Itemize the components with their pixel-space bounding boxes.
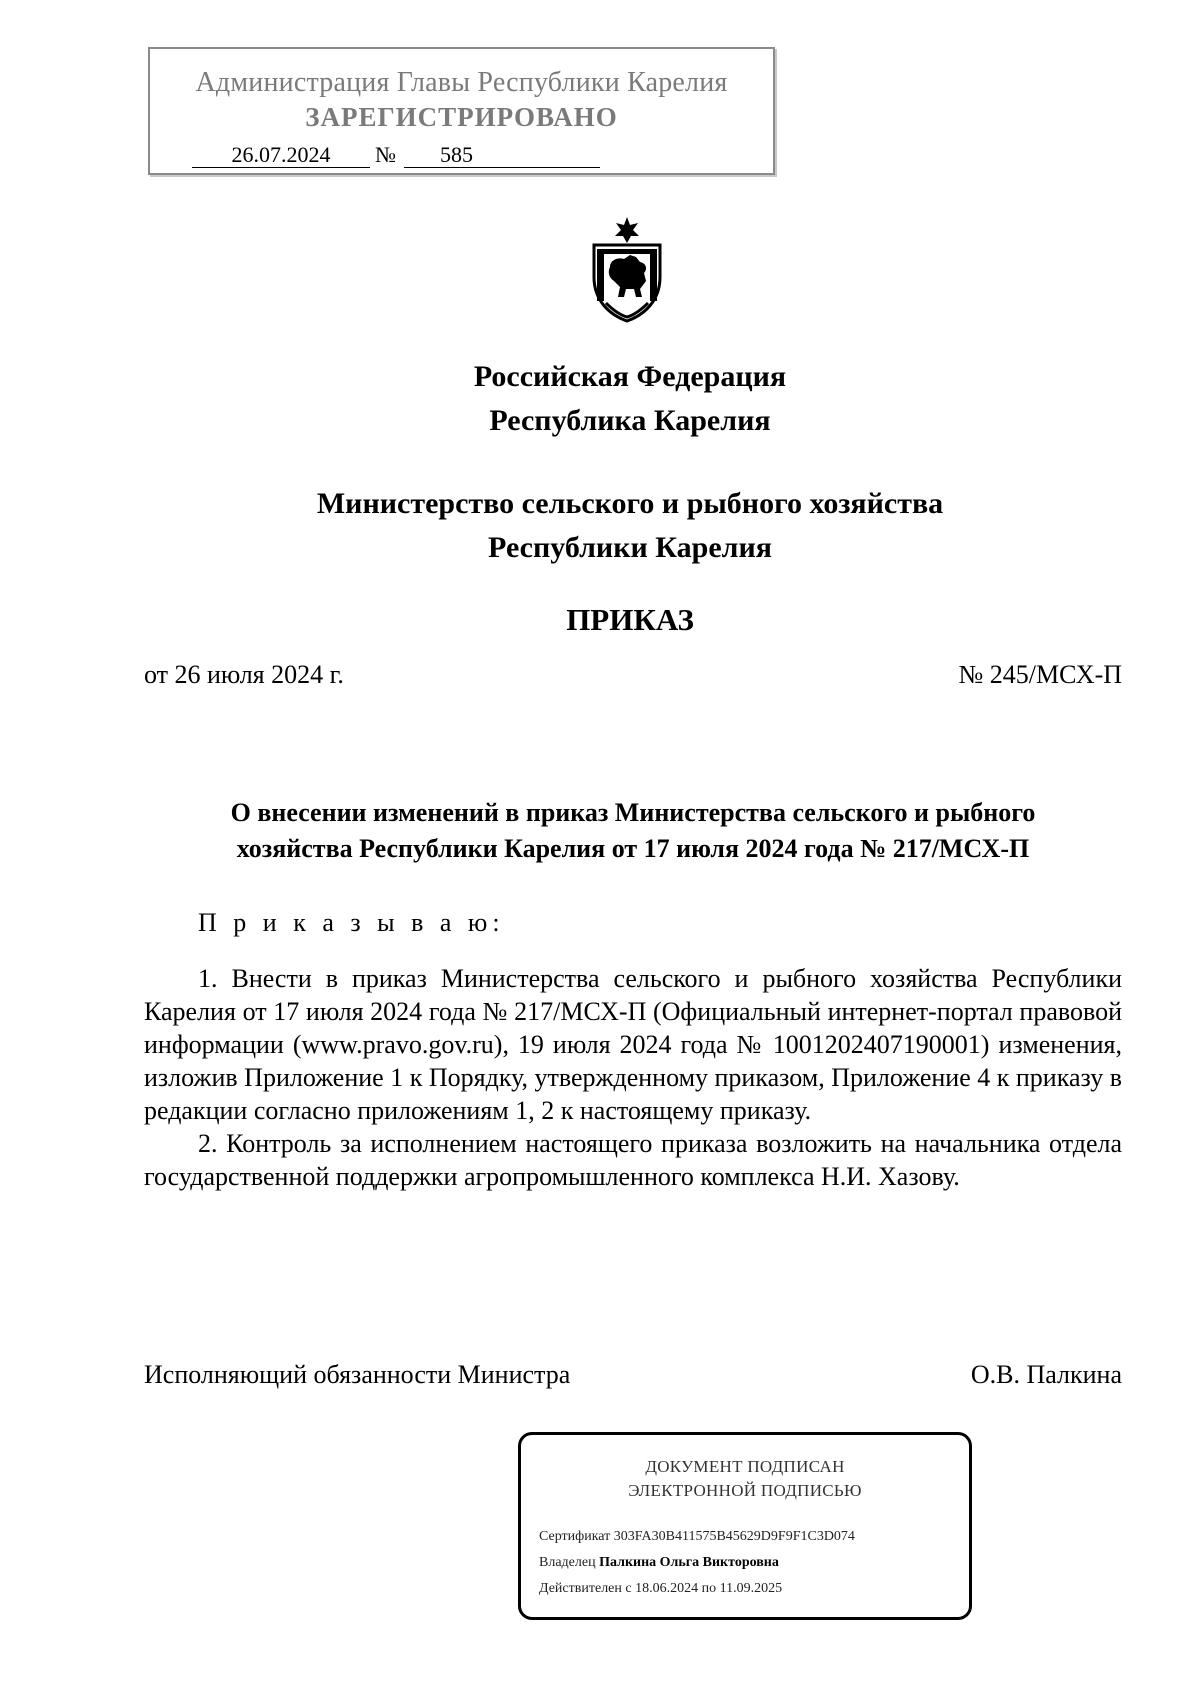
esig-cert-value: 303FA30B411575B45629D9F9F1C3D074 [613,1529,855,1544]
esig-valid-to-label: по [701,1581,717,1596]
esig-owner-value: Палкина Ольга Викторовна [599,1555,779,1570]
registration-number-sign: № [375,142,396,167]
esig-title-line1: ДОКУМЕНТ ПОДПИСАН [645,1457,845,1476]
header-country-line: Российская Федерация [473,360,787,393]
esig-owner-label: Владелец [539,1555,596,1570]
ministry-name-line2: Республики Карелия [488,531,772,564]
order-subject [144,795,1122,867]
header-country [0,355,1200,443]
esig-cert-label: Сертификат [539,1529,611,1544]
esig-title-line2: ЭЛЕКТРОННОЙ ПОДПИСЬЮ [628,1481,862,1500]
esig-valid-to: 11.09.2025 [719,1581,783,1596]
registration-stamp [148,47,775,175]
registration-stamp-authority: Администрация Главы Республики Карелия [195,67,728,98]
registration-stamp-status: ЗАРЕГИСТРИРОВАНО [305,102,618,132]
electronic-signature-stamp [518,1432,972,1620]
order-intro: П р и к а з ы в а ю: [198,908,505,937]
order-item-1: 1. Внести в приказ Министерства сельского и рыбного хозяйства Республики Карелия от 17 июля 2024 года № 217/МСХ-П (Официальный интернет-портал правовой информации (www.pravo.gov.ru), 19 июля 2024 года № 1001202407190001) изменения, изложив Приложение 1 к Порядку, утвержденному приказом, Приложение 4 к приказу в редакции согласно приложениям 1, 2 к настоящему приказу. [144,964,1122,1125]
order-item-2: 2. Контроль за исполнением настоящего приказа возложить на начальника отдела государственной поддержки агропромышленного комплекса Н.И. Хазову. [144,1129,1122,1191]
order-body [144,962,1122,1193]
document-type: ПРИКАЗ [566,602,694,637]
esig-validity [539,1581,782,1597]
signatory-name: О.В. Палкина [970,1360,1122,1389]
ministry-name-line1: Министерство сельского и рыбного хозяйства [316,487,944,520]
registration-date: 26.07.2024 [192,143,370,168]
esig-owner [539,1555,779,1571]
esig-valid-from: 18.06.2024 [635,1581,699,1596]
esig-certificate [539,1529,855,1545]
order-number: № 245/МСХ-П [958,660,1122,689]
subject-line2: хозяйства Республики Карелия от 17 июля 2024 года № 217/МСХ-П [236,834,1030,863]
esig-valid-label: Действителен с [539,1581,632,1596]
order-date: от 26 июля 2024 г. [144,660,344,689]
registration-number: 585 [404,143,600,168]
signatory-position: Исполняющий обязанности Министра [144,1360,571,1389]
karelia-coat-of-arms-icon [580,215,674,325]
subject-line1: О внесении изменений в приказ Министерства сельского и рыбного [230,798,1036,827]
esig-title [521,1455,969,1503]
header-region-line: Республика Карелия [489,404,771,437]
header-ministry [0,482,1200,570]
